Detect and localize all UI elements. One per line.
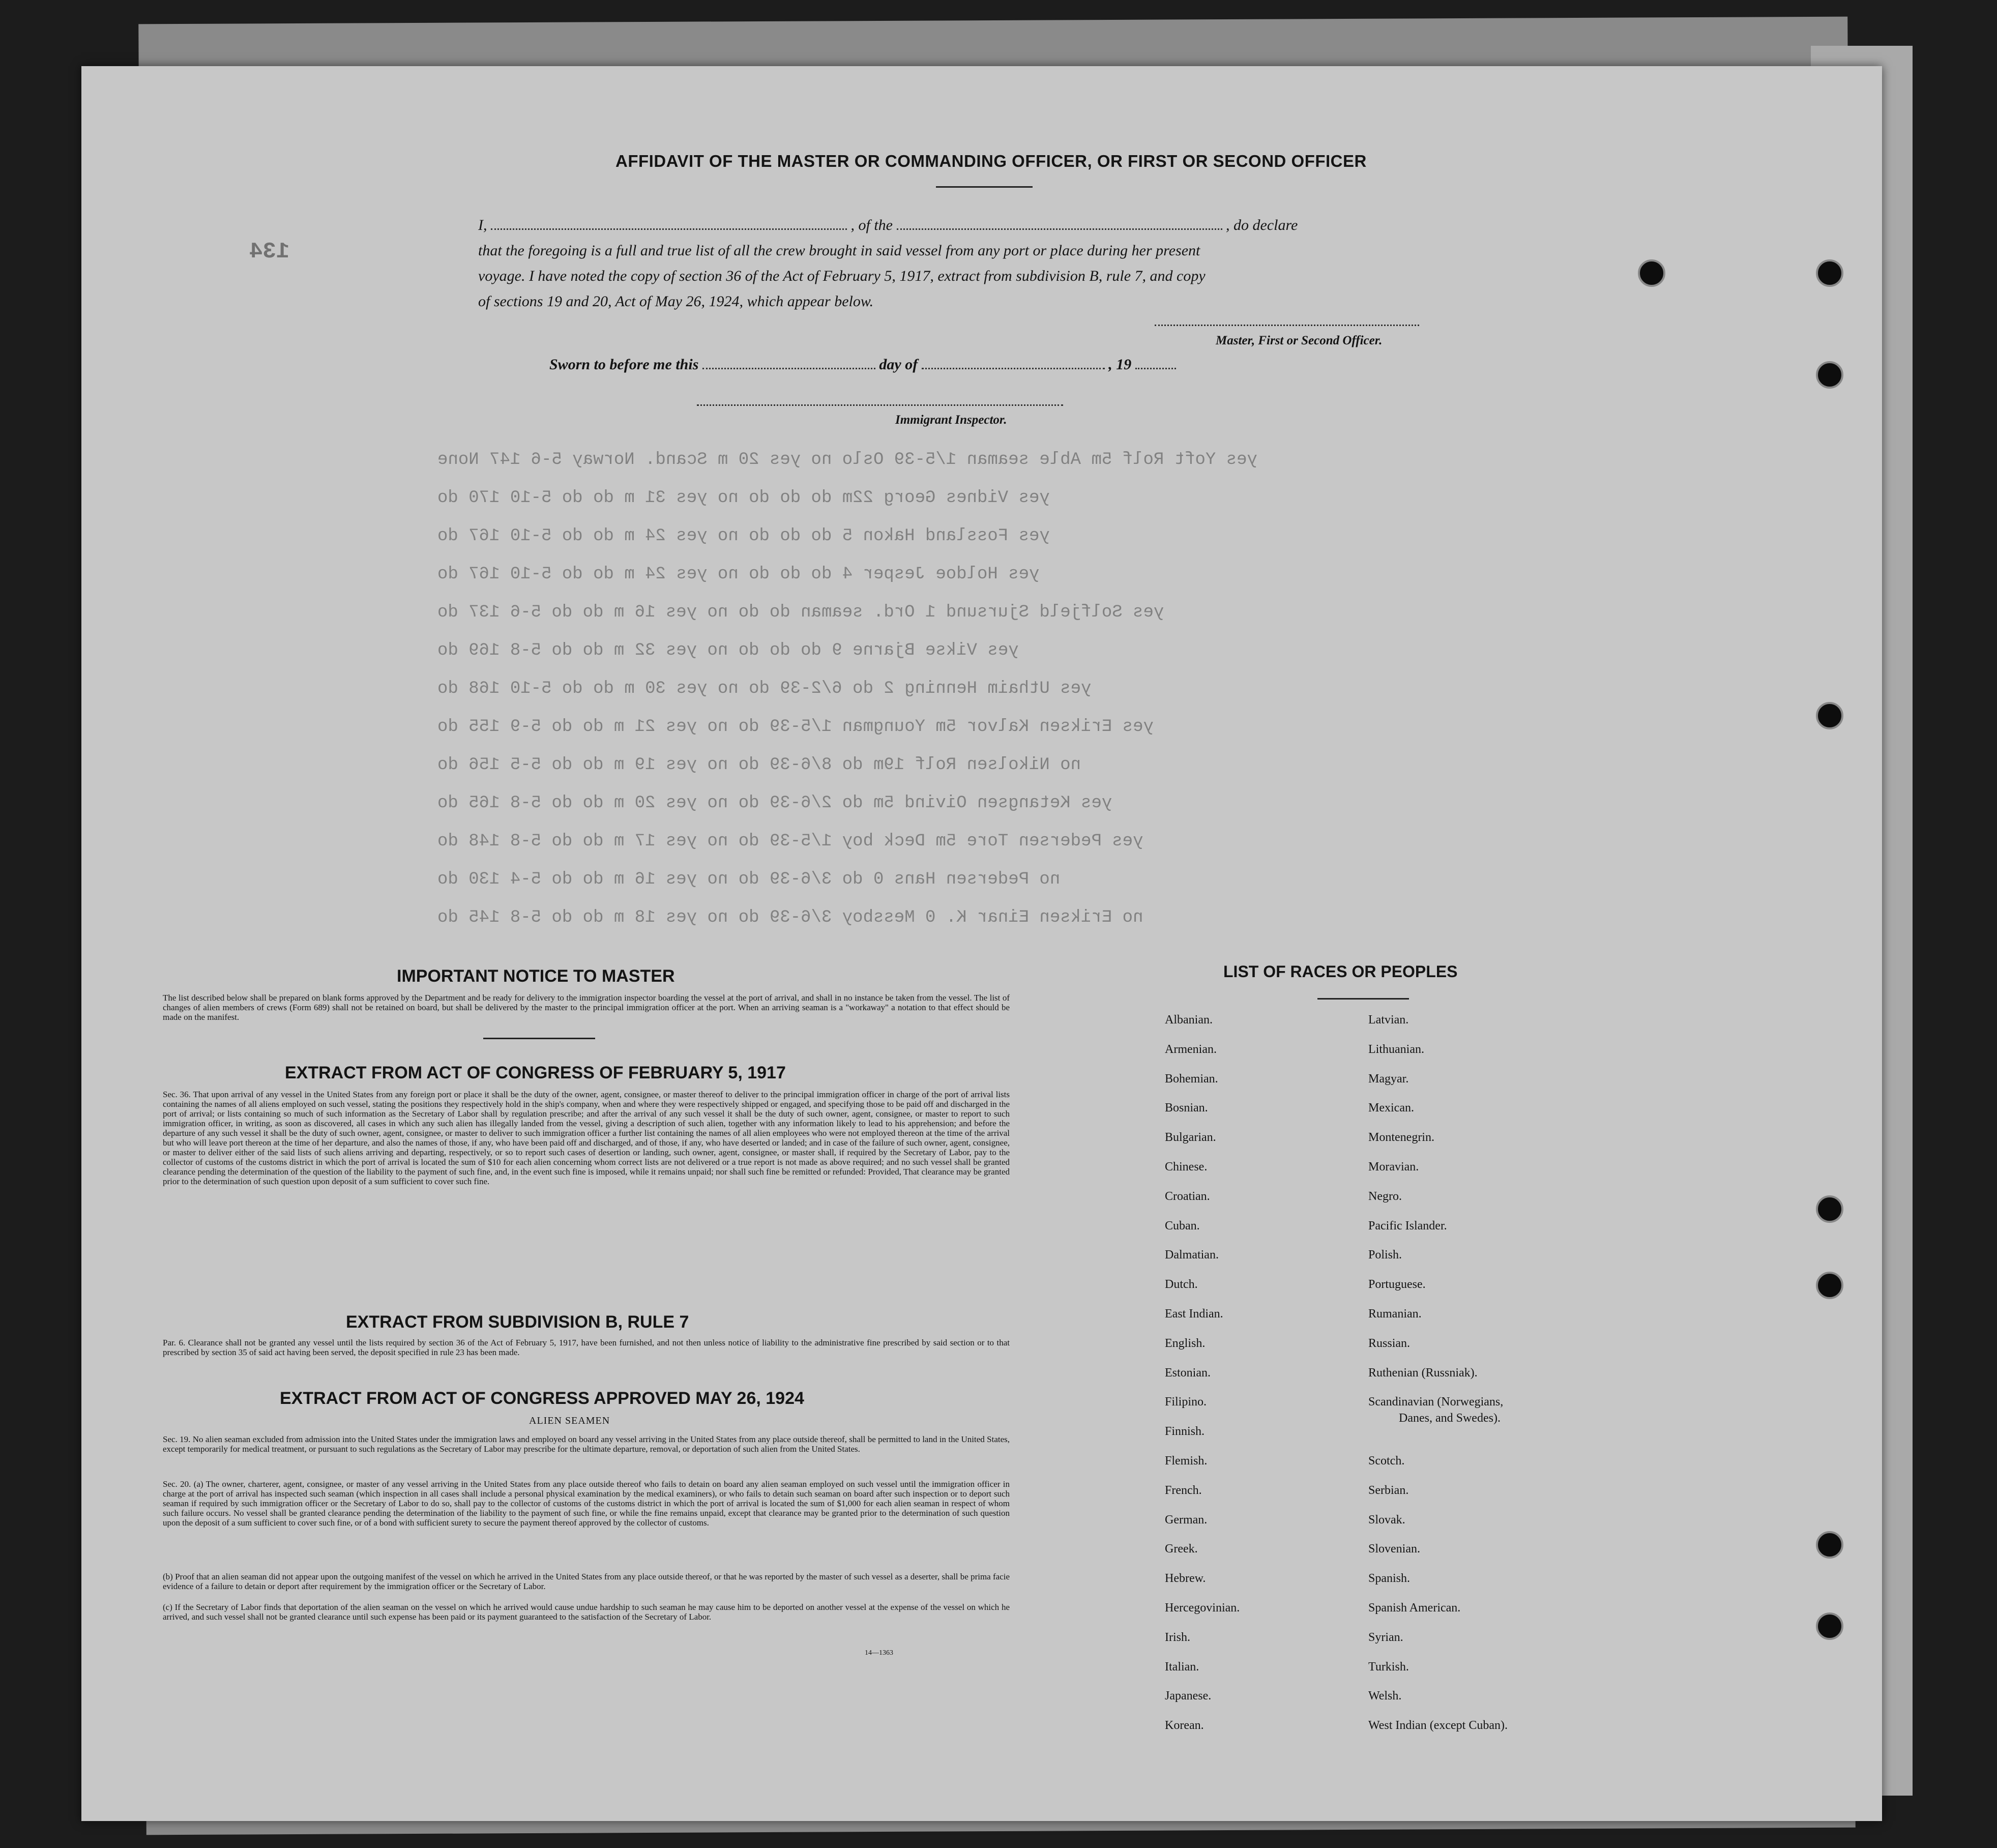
races-underline: [1317, 998, 1409, 1000]
bleed-row: yes Vidnes Georg 22m do do do no yes 31 m do do 5-10 170 do: [437, 488, 1050, 508]
race-item: Korean.: [1165, 1719, 1204, 1733]
sworn-label: Sworn to before me this: [549, 356, 699, 373]
section-rule: [483, 1038, 595, 1039]
race-item: Rumanian.: [1368, 1307, 1422, 1321]
race-item: West Indian (except Cuban).: [1368, 1719, 1508, 1733]
race-item: Bulgarian.: [1165, 1131, 1216, 1145]
race-item: Finnish.: [1165, 1425, 1205, 1439]
race-item: Moravian.: [1368, 1160, 1419, 1174]
notice-body: The list described below shall be prepared on blank forms approved by the Department and be ready for delivery to the immigration inspector boarding the vessel at the port of arrival, and shall in no instance be taken from the vessel. The list of changes of alien members of crews (Form 689) shall not be retained on board, but shall be delivered by the master to the principal immigration officer at the port. When an arriving seaman is a "workaway" a notation to that effect should be made on the manifest.: [163, 993, 1010, 1022]
race-item: French.: [1165, 1483, 1202, 1497]
alien-seamen-subtitle: ALIEN SEAMEN: [529, 1415, 610, 1426]
extract-1917-body: Sec. 36. That upon arrival of any vessel in the United States from any foreign port or place it shall be the duty of the owner, agent, consignee, or master thereof to deliver to the principal immigration officer in charge of the port of arrival lists containing the names of all aliens employed on such vessel, stating the positions they respectively hold in the ship's company, when and where they were respectively shipped or engaged, and specifying those to be paid off and discharged in the port of arrival; or lists containing so much of such information as the Secretary of Labor shall by regulation prescribe; and after the arrival of any such vessel it shall be the duty of such owner, agent, consignee, or master to report to such immigration officer, in writing, as soon as discovered, all cases in which any such alien has illegally landed from the vessel, giving a description of such alien, together with any information likely to lead to his apprehension; and before the departure of any such vessel it shall be the duty of such owner, agent, consignee, or master to deliver to such immigration officer a further list containing the names of all alien employees who were not employed thereon at the time of the arrival but who will leave port thereon at the time of her departure, and also the names of those, if any, who have been paid off and discharged, and of those, if any, who have deserted or landed; and in case of the failure of such owner, agent, consignee, or master to deliver either of the said lists of such aliens arriving and departing, respectively, or so to report such cases of desertion or landing, such owner, agent, consignee, or master shall, if required by the Secretary of Labor, pay to the collector of customs of the customs district in which the port of arrival is located the sum of $10 for each alien concerning whom correct lists are not delivered or a true report is not made as above required; and no such vessel shall be granted clearance pending the determination of the question of the liability to the payment of such fine, and, in the event such fine is imposed, while it remains unpaid; nor shall such fine be remitted or refunded: Provided, That clearance may be granted prior to the determination of such question upon deposit of a sum sufficient to cover such fine.: [163, 1090, 1010, 1186]
race-item: Montenegrin.: [1368, 1131, 1434, 1145]
vessel-name-field[interactable]: [897, 228, 1222, 230]
punch-hole: [1816, 1195, 1843, 1223]
race-item: Syrian.: [1368, 1630, 1403, 1644]
race-item: Albanian.: [1165, 1013, 1213, 1026]
bleed-row: yes Pedersen Tore 5m Deck boy 1/5-39 do no yes 17 m do do 5-8 148 do: [437, 832, 1143, 851]
race-item: Bosnian.: [1165, 1101, 1208, 1115]
extract-1924-title: EXTRACT FROM ACT OF CONGRESS APPROVED MAY 26, 1924: [280, 1389, 804, 1408]
master-signature-field[interactable]: [1155, 325, 1419, 326]
race-item: East Indian.: [1165, 1307, 1223, 1321]
master-name-field[interactable]: [491, 228, 847, 230]
sec-19-body: Sec. 19. No alien seaman excluded from admission into the United States under the immigration laws and employed on board any vessel arriving in the United States from any place outside thereof, shall be permitted to land in the United States, except temporarily for medical treatment, or pursuant to such regulations as the Secretary of Labor may prescribe for the ultimate departure, removal, or deportation of such alien from the United States.: [163, 1434, 1010, 1454]
sworn-month-field[interactable]: [922, 368, 1105, 369]
race-item: Polish.: [1368, 1248, 1402, 1262]
bleed-row: yes Eriksen Kalvor 5m Youngman 1/5-39 do no yes 21 m do do 5-9 155 do: [437, 717, 1154, 737]
day-of-label: day of: [879, 356, 918, 373]
extract-1917-title: EXTRACT FROM ACT OF CONGRESS OF FEBRUARY 5, 1917: [285, 1063, 786, 1082]
affidavit-i: I,: [478, 217, 487, 233]
sworn-day-field[interactable]: [702, 368, 875, 369]
bleed-row: yes Vikse Bjarne 9 do do do no yes 32 m do do 5-8 169 do: [437, 641, 1019, 660]
races-left-column: [1165, 1013, 1240, 1748]
affidavit-line-3: voyage. I have noted the copy of section 36 of the Act of February 5, 1917, extract from subdivision B, rule 7, and copy: [478, 268, 1206, 284]
race-item: Serbian.: [1368, 1483, 1409, 1497]
race-item: Spanish.: [1368, 1572, 1411, 1586]
race-item: Slovenian.: [1368, 1542, 1420, 1556]
form-number: 14—1363: [865, 1649, 893, 1657]
inspector-signature-field[interactable]: [697, 404, 1063, 406]
race-item: Dalmatian.: [1165, 1248, 1219, 1262]
race-item: Spanish American.: [1368, 1601, 1461, 1615]
race-item: German.: [1165, 1513, 1208, 1527]
races-right-column: [1368, 1013, 1508, 1748]
race-item: Scotch.: [1368, 1454, 1405, 1468]
affidavit-line-2: that the foregoing is a full and true list of all the crew brought in said vessel from any port or place during her present: [478, 242, 1200, 259]
sworn-year-field[interactable]: [1135, 368, 1176, 369]
race-item: Pacific Islander.: [1368, 1219, 1447, 1233]
race-item: Armenian.: [1165, 1042, 1217, 1056]
affidavit-of-the: , of the: [850, 217, 893, 233]
race-item: Welsh.: [1368, 1689, 1402, 1703]
race-item: Estonian.: [1165, 1366, 1211, 1380]
race-item: Italian.: [1165, 1660, 1199, 1674]
bleed-row: yes Holdoe Jesper 4 do do do no yes 24 m do do 5-10 167 do: [437, 565, 1040, 584]
sec-20b-body: (b) Proof that an alien seaman did not appear upon the outgoing manifest of the vessel on which he arrived in the United States from any place outside thereof, or that he was reported by the master of such vessel as a deserter, shall be prima facie evidence of a failure to detain or deport after requirement by the immigration officer or the Secretary of Labor.: [163, 1572, 1010, 1591]
extract-rule7-title: EXTRACT FROM SUBDIVISION B, RULE 7: [346, 1312, 689, 1332]
bleed-row: no Pedersen Hans 0 do 3/6-39 do no yes 16 m do do 5-4 130 do: [437, 870, 1061, 889]
race-item: Mexican.: [1368, 1101, 1414, 1115]
affidavit-line-1: [478, 217, 1298, 234]
race-item: Ruthenian (Russniak).: [1368, 1366, 1478, 1380]
punch-hole: [1816, 361, 1843, 389]
bleed-row: yes Uthaim Henning 2 do 6/2-39 do no yes 30 m do do 5-10 168 do: [437, 679, 1092, 698]
race-item: Chinese.: [1165, 1160, 1208, 1174]
race-item: Negro.: [1368, 1189, 1402, 1203]
affidavit-declare: , do declare: [1226, 217, 1298, 233]
race-item: Greek.: [1165, 1542, 1198, 1556]
race-item: Russian.: [1368, 1336, 1411, 1350]
race-item: Irish.: [1165, 1630, 1190, 1644]
race-item: Cuban.: [1165, 1219, 1200, 1233]
manifest-page: [81, 66, 1882, 1821]
bleed-through-number: 134: [249, 239, 290, 265]
affidavit-line-4: of sections 19 and 20, Act of May 26, 1924, which appear below.: [478, 293, 874, 310]
inspector-label: Immigrant Inspector.: [895, 413, 1007, 427]
punch-hole: [1816, 1272, 1843, 1299]
punch-hole: [1816, 259, 1843, 287]
race-item: Filipino.: [1165, 1395, 1207, 1409]
race-item: Turkish.: [1368, 1660, 1409, 1674]
race-item: Portuguese.: [1368, 1278, 1426, 1292]
sworn-line: [549, 356, 1176, 373]
punch-hole: [1816, 702, 1843, 729]
race-item: Japanese.: [1165, 1689, 1212, 1703]
race-item: Dutch.: [1165, 1278, 1198, 1292]
race-item: Bohemian.: [1165, 1072, 1218, 1086]
race-item: Scandinavian (Norwegians,: [1368, 1395, 1504, 1409]
extract-rule7-body: Par. 6. Clearance shall not be granted any vessel until the lists required by section 36 of the Act of February 5, 1917, have been furnished, and not then unless notice of liability to the administrative fine prescribed by said section or to that prescribed by section 35 of said act having been served, the deposit specified in rule 23 has been made.: [163, 1338, 1010, 1357]
bleed-row: no Eriksen Einar K. 0 Messboy 3/6-39 do no yes 18 m do do 5-8 145 do: [437, 908, 1143, 927]
race-item: Magyar.: [1368, 1072, 1409, 1086]
punch-hole: [1816, 1531, 1843, 1559]
bleed-row: yes Fossland Hakon 5 do do do no yes 24 m do do 5-10 167 do: [437, 526, 1050, 546]
year-label: , 19: [1108, 356, 1132, 373]
sec-20c-body: (c) If the Secretary of Labor finds that deportation of the alien seaman on the vessel on which he arrived would cause undue hardship to such seaman he may cause him to be deported on another vessel at the expense of the vessel on which he arrived, and such vessel shall not be granted clearance until such expense has been paid or its payment guaranteed to the satisfaction of the Secretary of Labor.: [163, 1602, 1010, 1622]
notice-title: IMPORTANT NOTICE TO MASTER: [397, 966, 675, 986]
race-item: Flemish.: [1165, 1454, 1208, 1468]
title-underline: [936, 186, 1033, 188]
race-item: Hercegovinian.: [1165, 1601, 1240, 1615]
master-signature-label: Master, First or Second Officer.: [1216, 334, 1383, 347]
bleed-row: no Nikolsen Rolf 19m do 8/6-39 do no yes 19 m do do 5-5 156 do: [437, 755, 1081, 775]
race-item: English.: [1165, 1336, 1206, 1350]
punch-hole: [1816, 1612, 1843, 1640]
races-title: LIST OF RACES OR PEOPLES: [1223, 962, 1458, 981]
race-item: Hebrew.: [1165, 1572, 1206, 1586]
bleed-row: yes Yoft Rolf 5m Able seaman 1/5-39 Oslo no yes 20 m Scand. Norway 5-6 147 None: [437, 450, 1257, 470]
race-item: Danes, and Swedes).: [1399, 1412, 1501, 1425]
affidavit-title: AFFIDAVIT OF THE MASTER OR COMMANDING OFFICER, OR FIRST OR SECOND OFFICER: [615, 152, 1367, 170]
bleed-row: yes Ketangsen Oivind 5m do 2/6-39 do no yes 20 m do do 5-8 165 do: [437, 794, 1112, 813]
punch-hole: [1638, 259, 1665, 287]
race-item: Lithuanian.: [1368, 1042, 1424, 1056]
race-item: Croatian.: [1165, 1189, 1210, 1203]
race-item: Latvian.: [1368, 1013, 1409, 1026]
bleed-row: yes Solfjeld Sjursund 1 Ord. seaman do do no yes 16 m do do 5-6 137 do: [437, 603, 1164, 622]
sec-20a-body: Sec. 20. (a) The owner, charterer, agent, consignee, or master of any vessel arriving in the United States from any place outside thereof who fails to detain on board any alien seaman employed on such vessel until the immigration officer in charge at the port of arrival has inspected such seaman (which inspection in all cases shall include a personal physical examination by the medical examiners), or who fails to detain such seaman on board after such inspection or to deport such seaman if required by such immigration officer or the Secretary of Labor to do so, shall pay to the collector of customs of the customs district in which the port of arrival is located the sum of $1,000 for each alien seaman in respect of whom such failure occurs. No vessel shall be granted clearance pending the determination of the liability to the payment of such fine, or while the fine remains unpaid, except that clearance may be granted prior to the determination of such question upon the deposit of a sum sufficient to cover such fine, or of a bond with sufficient surety to secure the payment thereof approved by the collector of customs.: [163, 1479, 1010, 1528]
race-item: Slovak.: [1368, 1513, 1405, 1527]
